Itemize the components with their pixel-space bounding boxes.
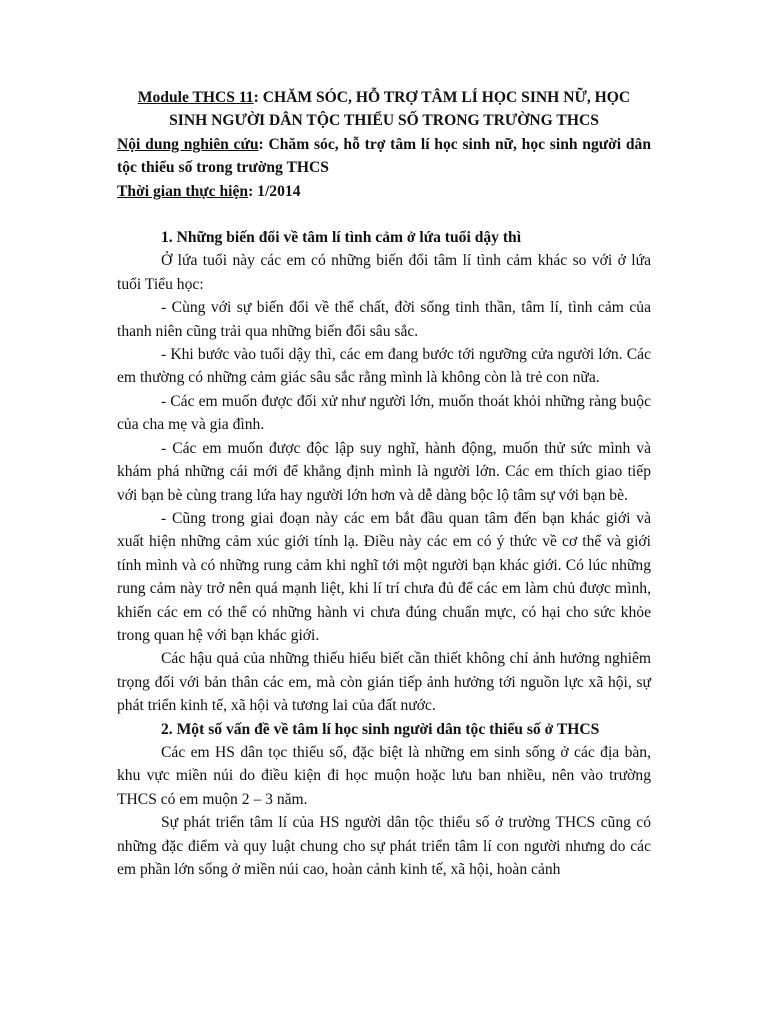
section-1-paragraph: - Khi bước vào tuổi dậy thì, các em đang bước tới ngưỡng cửa người lớn. Các em thường có những cảm giác sâu sắc rằng mình là không còn là trẻ con nữa. [117,346,651,387]
module-label: Module THCS 11 [137,89,254,106]
document-title [117,86,651,133]
research-content-label: Nội dung nghiên cứu [117,135,259,153]
section-2-heading: 2. Một số vấn đề về tâm lí học sinh người dân tộc thiểu số ở THCS [161,720,600,738]
time-label: Thời gian thực hiện [117,182,249,200]
spacer [117,203,651,226]
title-text: : CHĂM SÓC, HỖ TRỢ TÂM LÍ HỌC SINH NỮ, HỌC SINH NGƯỜI DÂN TỘC THIỂU SỐ TRONG TRƯỜNG THCS [169,89,631,130]
research-content-text: : Chăm sóc, hỗ trợ tâm lí học sinh nữ, học sinh người dân tộc thiểu số trong trường THCS [117,135,652,177]
section-2-paragraph: Sự phát triển tâm lí của HS người dân tộc thiểu số ở trường THCS cũng có những đặc điểm và quy luật chung cho sự phát triển tâm lí con người nhưng do các em phần lớn sống ở miền núi cao, hoàn cảnh kinh tế, xã hội, hoàn cảnh [117,814,651,878]
section-1-paragraph: - Cũng trong giai đoạn này các em bắt đầu quan tâm đến bạn khác giới và xuất hiện những cảm xúc giới tính lạ. Điều này các em có ý thức về cơ thể và giới tính mình và có những rung cảm khi nghĩ tới một người bạn khác giới. Có lúc những rung cảm này trở nên quá mạnh liệt, khi lí trí chưa đủ để các em làm chủ được mình, khiến các em có thể có những hành vi chưa đúng chuẩn mực, có hại cho sức khỏe trong quan hệ với bạn khác giới. [117,509,651,644]
section-1-paragraph: Các hậu quả của những thiếu hiểu biết cần thiết không chỉ ảnh hưởng nghiêm trọng đối với bản thân các em, mà còn gián tiếp ảnh hưởng tới nguồn lực xã hội, sự phát triển kinh tế, xã hội và tương lai của đất nước. [117,650,651,715]
research-content-line [117,133,651,180]
section-1-paragraph: - Các em muốn được đối xử như người lớn, muốn thoát khỏi những ràng buộc của cha mẹ và gia đình. [117,392,651,434]
section-2-paragraph: Các em HS dân tọc thiểu số, đặc biệt là những em sinh sống ở các địa bàn, khu vực miền núi do điều kiện đi học muộn hoặc lưu ban nhiều, nên vào trường THCS có em muộn 2 – 3 năm. [117,743,651,808]
section-1-paragraph: - Cùng với sự biến đổi về thể chất, đời sống tinh thần, tâm lí, tình cảm của thanh niên cũng trải qua những biến đổi sâu sắc. [117,299,651,340]
section-1-heading: 1. Những biến đổi về tâm lí tình cảm ở lứa tuổi dậy thì [161,229,522,247]
section-1-paragraph: - Các em muốn được độc lập suy nghĩ, hành động, muốn thử sức mình và khám phá những cái mới để khẳng định mình là người lớn. Các em thích giao tiếp với bạn bè cùng trang lứa hay người lớn hơn và dễ dàng bộc lộ tâm sự với bạn bè. [117,439,651,504]
time-text: : 1/2014 [248,182,301,200]
time-line [117,180,651,203]
document-body [117,86,651,881]
section-1-paragraph: Ở lứa tuổi này các em có những biến đổi tâm lí tình cảm khác so với ở lứa tuổi Tiểu học: [117,252,651,293]
